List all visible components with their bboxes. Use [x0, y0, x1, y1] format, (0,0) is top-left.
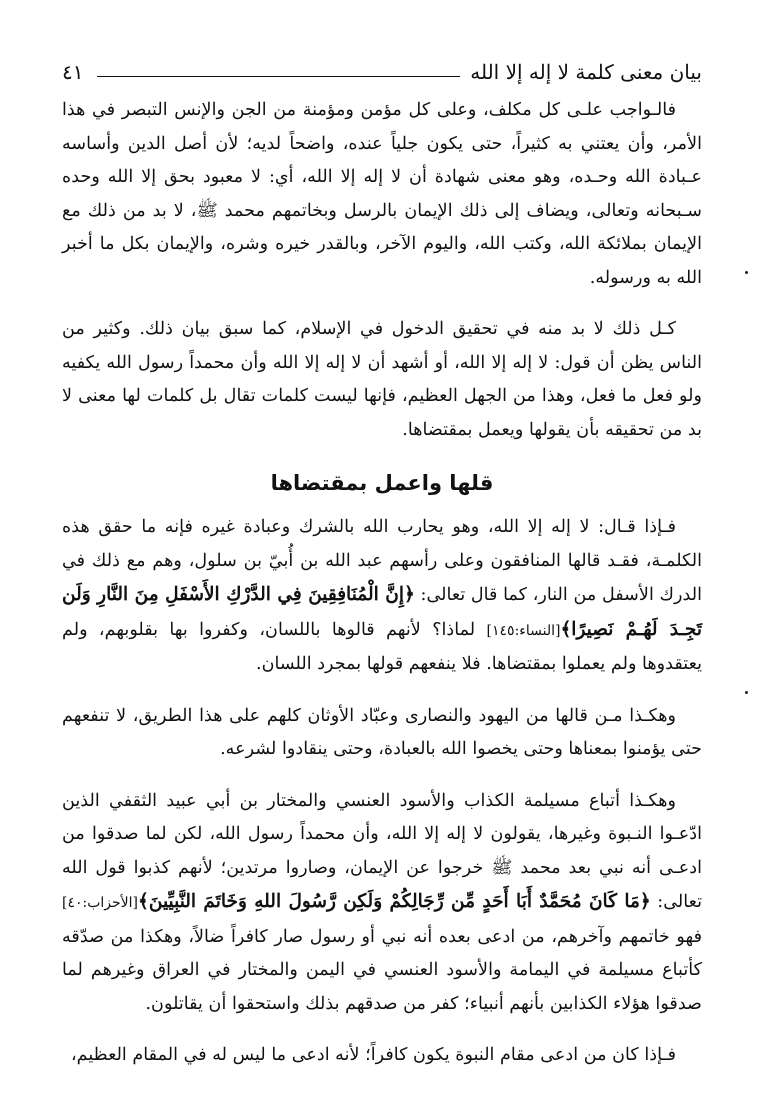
paragraph-2: كـل ذلك لا بد منه في تحقيق الدخول في الإسلام، كما سبق بيان ذلك. وكثير من الناس يظن أن قول: لا إله إلا الله، أو أشهد أن لا إله إلا الله وأن محمداً رسول الله يكفيه ولو فعل ما فعل، وهذا من الجهل العظيم، فإنها ليست كلمات تقال بل كلمات لها معنى لا بد من تحقيقه بأن يقولها ويعمل بمقتضاها.: [62, 319, 702, 440]
quran-verse-ahzab: ﴿مَا كَانَ مُحَمَّدٌ أَبَا أَحَدٍ مِّن رِّجَالِكُمْ وَلَكِن رَّسُولَ اللهِ وَخَاتَمَ النَّبِيِّينَ﴾: [138, 891, 651, 912]
running-header: [62, 54, 702, 84]
verse-reference-ahzab: [الأحزاب:٤٠]: [62, 895, 139, 911]
verse-reference-nisa: [النساء:١٤٥]: [486, 622, 561, 639]
page-body: [62, 94, 702, 1073]
paragraph-3: [62, 511, 702, 682]
paragraph-5-text-a: وهكـذا أتباع مسيلمة الكذاب والأسود العنسي والمختار بن أبي عبيد الثقفي الذين ادّعـوا النـبوة وغيرها، يقولون لا إله إلا الله، وأن محمداً رسول الله، لكن لما صدقوا من ادعـى أنه نبي بعد محمد ﷺ خرجوا عن الإيمان، وصاروا مرتدين؛ لأنهم كذبوا قول الله تعالى:: [62, 790, 702, 912]
scan-speck: [745, 691, 748, 694]
paragraph-6: فـإذا كان من ادعى مقام النبوة يكون كافراً؛ لأنه ادعى ما ليس له في المقام العظيم،: [70, 1045, 676, 1065]
page-number: ٤١: [62, 60, 84, 84]
paragraph-5-text-b: فهو خاتمهم وآخرهم، من ادعى بعده أنه نبي أو رسول صار كافراً ضالاً، وهكذا من صدّقه كأتباع مسيلمة في اليمامة والأسود العنسي في اليمن والمختار في العراق وغيرهم لما صدقوا هؤلاء الكذابين بأنهم أنبياء؛ كفر من صدقهم بذلك واستحقوا أن يقاتلون.: [62, 926, 702, 1014]
paragraph-4: وهكـذا مـن قالها من اليهود والنصارى وعبّاد الأوثان كلهم على هذا الطريق، لا تنفعهم حتى يؤمنوا بمعناها وحتى يخصوا الله بالعبادة، وحتى ينقادوا لشرعه.: [62, 705, 702, 759]
scan-speck: [745, 271, 748, 274]
paragraph-5: [62, 785, 702, 1022]
paragraph-3-text-b: لماذا؟ لأنهم قالوها باللسان، وكفروا بها بقلوبهم، ولم يعتقدوها ولم يعملوا بمقتضاها. فلا ينفعهم قولها بمجرد اللسان.: [62, 619, 702, 674]
header-rule: [97, 76, 460, 77]
paragraph-1: فالـواجب علـى كل مكلف، وعلى كل مؤمن ومؤمنة من الجن والإنس التبصر في هذا الأمر، وأن يعتني به كثيراً، حتى يكون جلياً عنده، واضحاً لديه؛ لأن أصل الدين وأساسه عـبادة الله وحـده، وهو معنى شهادة أن لا إله إلا الله، أي: لا معبود بحق إلا الله وحده سـبحانه وتعالى، ويضاف إلى ذلك الإيمان بالرسل وبخاتمهم محمد ﷺ، لا بد من ذلك مع الإيمان بملائكة الله، وكتب الله، واليوم الآخر، وبالقدر خيره وشره، والإيمان بكل ما أخبر الله به ورسوله.: [62, 100, 702, 288]
paragraph-3-text-a: فـإذا قـال: لا إله إلا الله، وهو يحارب الله بالشرك وعبادة غيره فإنه ما حقق هذه الكلمـة، فقـد قالها المنافقون وعلى رأسهم عبد الله بن أُبيّ بن سلول، وهم مع ذلك في الدرك الأسفل من النار، كما قال تعالى:: [62, 517, 702, 605]
quran-verse-nisa: ﴿إِنَّ الْمُنَافِقِينَ فِي الدَّرْكِ الأَسْفَلِ مِنَ النَّارِ وَلَن تَجِـدَ لَهُـمْ نَصِيرًا﴾: [62, 584, 702, 640]
running-title: بيان معنى كلمة لا إله إلا الله: [470, 60, 702, 84]
section-heading: قلها واعمل بمقتضاها: [270, 471, 494, 495]
